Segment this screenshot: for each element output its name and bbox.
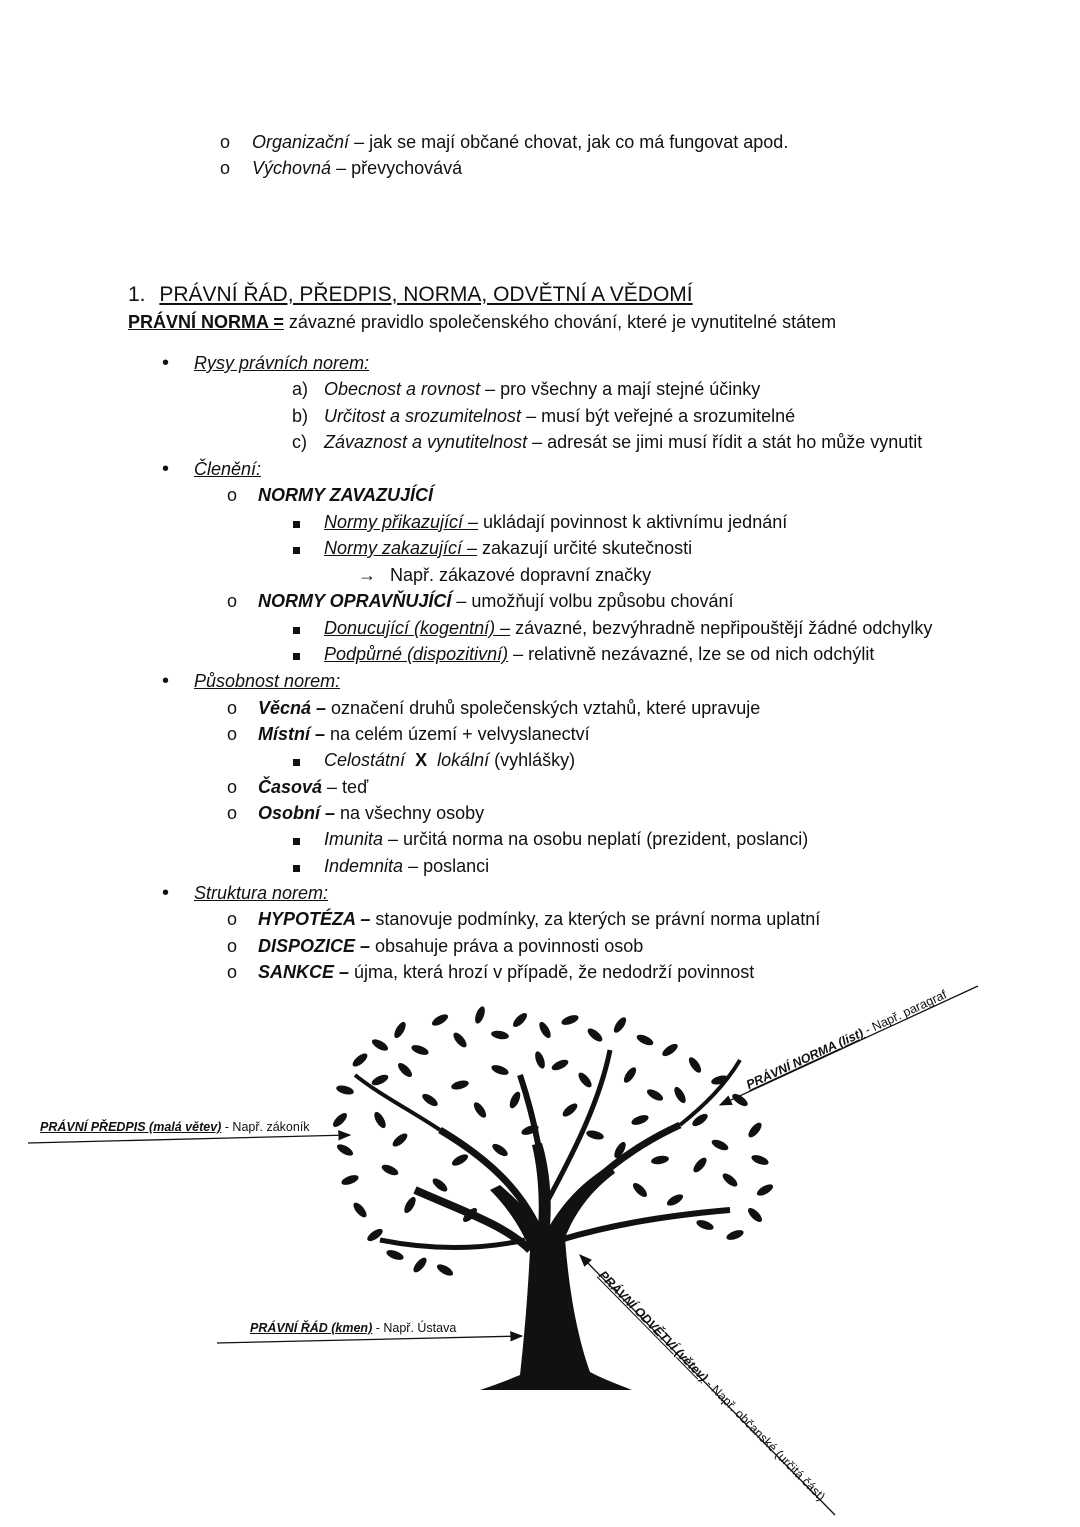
circle-bullet: o: [227, 698, 238, 718]
definition-term: PRÁVNÍ NORMA =: [128, 312, 284, 332]
rysy-item: Určitost a srozumitelnost – musí být veřejné a srozumitelné: [324, 406, 796, 426]
rysy-item: Závaznost a vynutitelnost – adresát se jimi musí řídit a stát ho může vynutit: [324, 432, 923, 452]
rysy-item: Obecnost a rovnost – pro všechny a mají stejné účinky: [324, 379, 761, 399]
square-bullet: [293, 855, 300, 877]
pointer-rad: [217, 1336, 522, 1343]
imunita: Imunita – určitá norma na osobu neplatí (prezident, poslanci): [324, 829, 809, 849]
label-rad: PRÁVNÍ ŘÁD (kmen) - Např. Ústava: [250, 1321, 457, 1335]
osobni: Osobní – na všechny osoby: [258, 803, 485, 823]
circle-bullet: o: [227, 909, 238, 929]
intro-text: – převychovává: [331, 158, 463, 178]
circle-bullet: o: [227, 591, 238, 611]
definition-text: závazné pravidlo společenského chování, které je vynutitelné státem: [283, 312, 837, 332]
bullet: •: [162, 352, 170, 374]
letter-marker: b): [292, 406, 309, 426]
intro-term: Organizační: [252, 132, 350, 152]
square-bullet: [293, 537, 300, 559]
label-norma: PRÁVNÍ NORMA (list) - Např. paragraf: [744, 987, 949, 1092]
square-bullet: [293, 828, 300, 850]
cleneni-heading: Členění:: [194, 459, 262, 479]
intro-term: Výchovná: [252, 158, 332, 178]
circle-bullet: o: [227, 936, 238, 956]
casova: Časová – teď: [258, 777, 369, 797]
bullet: •: [162, 670, 170, 692]
circle-bullet: o: [227, 777, 238, 797]
square-bullet: [293, 749, 300, 771]
circle-bullet: o: [227, 485, 238, 505]
circle-bullet: o: [227, 803, 238, 823]
circle-bullet: o: [227, 962, 238, 982]
bullet: •: [162, 458, 170, 480]
pusobnost-heading: Působnost norem:: [194, 671, 341, 691]
intro-item-2: [252, 157, 462, 179]
zavazujici: NORMY ZAVAZUJÍCÍ: [258, 485, 434, 505]
bullet: •: [162, 882, 170, 904]
section-number: 1.: [128, 283, 146, 306]
square-bullet: [293, 643, 300, 665]
podpurne: Podpůrné (dispozitivní) – relativně nezávazné, lze se od nich odchýlit: [324, 644, 875, 664]
circle-bullet: o: [227, 724, 238, 744]
prikazujici: Normy přikazující – ukládají povinnost k aktivnímu jednání: [324, 512, 788, 532]
example: Např. zákazové dopravní značky: [390, 565, 652, 585]
circle-bullet: o: [220, 132, 231, 152]
vecna: Věcná – označení druhů společenských vztahů, které upravuje: [258, 698, 761, 718]
hypoteza: HYPOTÉZA – stanovuje podmínky, za kterých se právní norma uplatní: [258, 909, 821, 929]
zakazujici: Normy zakazující – zakazují určité skutečnosti: [324, 538, 693, 558]
letter-marker: c): [292, 432, 307, 452]
mistni: Místní – na celém území + velvyslanectví: [258, 724, 590, 744]
label-predpis: PRÁVNÍ PŘEDPIS (malá větev) - Např. zákoník: [40, 1120, 310, 1134]
arrow-icon: →: [358, 565, 376, 585]
label-odvetvi: PRÁVNÍ ODVĚTVÍ (větev) - Např. občanské (určitá část): [596, 1268, 829, 1504]
struktura-heading: Struktura norem:: [194, 883, 329, 903]
section-heading: [128, 282, 693, 308]
section-title: PRÁVNÍ ŘÁD, PŘEDPIS, NORMA, ODVĚTNÍ A VĚDOMÍ: [159, 283, 693, 306]
rysy-heading: Rysy právních norem:: [194, 353, 370, 373]
intro-item-1: [252, 131, 788, 153]
definition: [128, 311, 836, 333]
tree-illustration: [0, 980, 1080, 1527]
celostatni: Celostátní X lokální (vyhlášky): [324, 750, 576, 770]
pointer-predpis: [28, 1135, 350, 1143]
opravnujici: NORMY OPRAVŇUJÍCÍ – umožňují volbu způsobu chování: [258, 591, 734, 611]
intro-text: – jak se mají občané chovat, jak co má fungovat apod.: [349, 132, 789, 152]
dispozice: DISPOZICE – obsahuje práva a povinnosti osob: [258, 936, 644, 956]
square-bullet: [293, 617, 300, 639]
sankce: SANKCE – újma, která hrozí v případě, že nedodrží povinnost: [258, 962, 755, 982]
indemnita: Indemnita – poslanci: [324, 856, 490, 876]
square-bullet: [293, 511, 300, 533]
donucujici: Donucující (kogentní) – závazné, bezvýhradně nepřipouštějí žádné odchylky: [324, 618, 933, 638]
circle-bullet: o: [220, 158, 231, 178]
letter-marker: a): [292, 379, 309, 399]
